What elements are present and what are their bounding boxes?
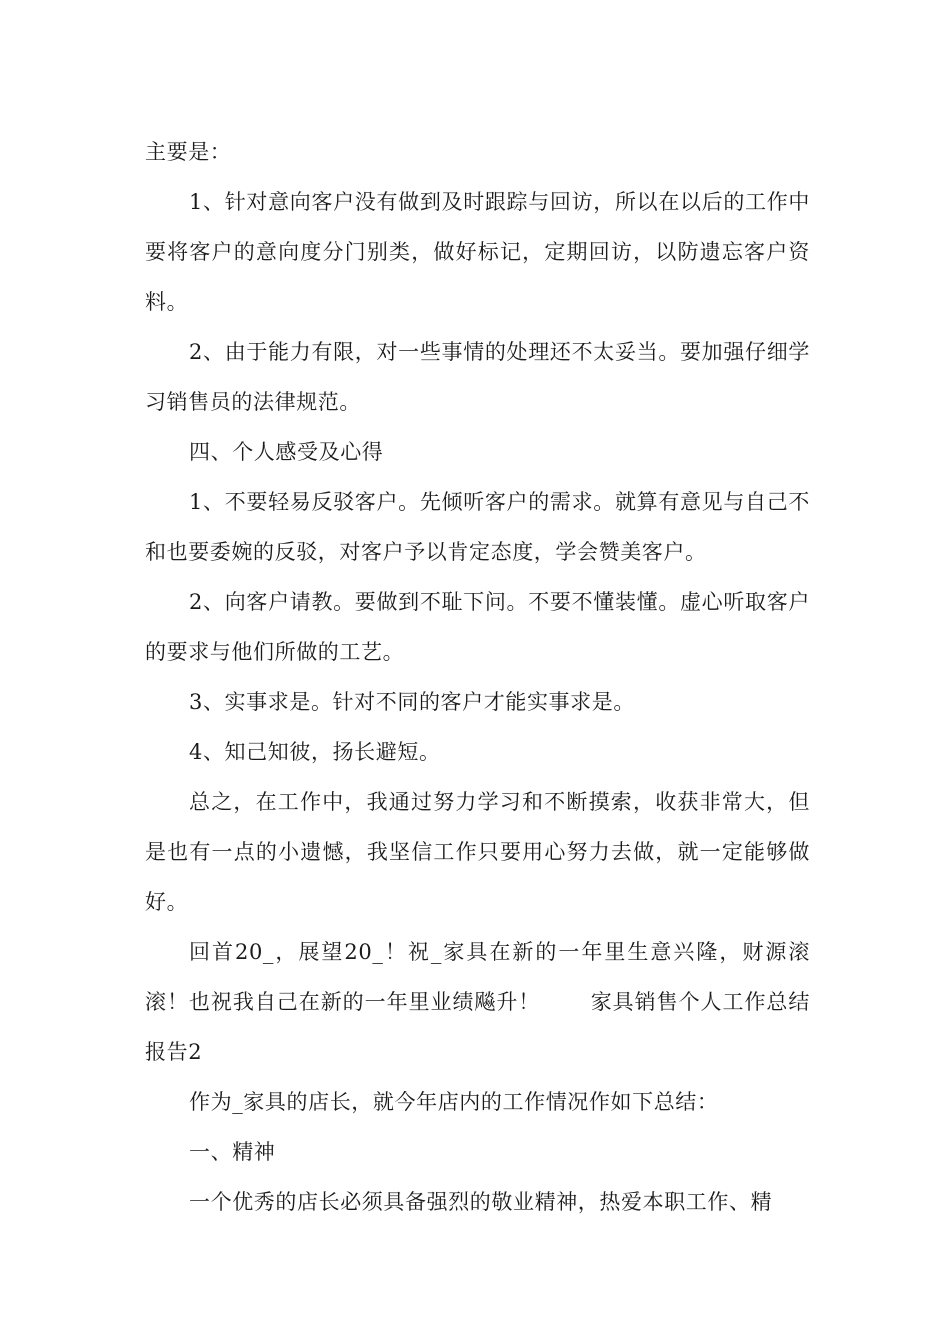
closing-text: 回首20_，展望20_！祝_家具在新的一年里生意兴隆，财源滚滚！也祝我自己在新的一年里业绩飚升！ — [145, 940, 810, 1014]
document-body — [145, 127, 810, 1227]
paragraph-feeling-4: 4、知己知彼，扬长避短。 — [189, 740, 441, 764]
paragraph-conclusion: 总之，在工作中，我通过努力学习和不断摸索，收获非常大，但是也有一点的小遗憾，我坚信工作只要用心努力去做，就一定能够做好。 — [145, 790, 810, 914]
paragraph-item-2: 2、由于能力有限，对一些事情的处理还不太妥当。要加强仔细学习销售员的法律规范。 — [145, 340, 810, 414]
paragraph-closing — [145, 927, 810, 1077]
paragraph-feeling-2: 2、向客户请教。要做到不耻下问。不要不懂装懂。虚心听取客户的要求与他们所做的工艺。 — [145, 590, 810, 664]
paragraph-feeling-1: 1、不要轻易反驳客户。先倾听客户的需求。就算有意见与自己不和也要委婉的反驳，对客户予以肯定态度，学会赞美客户。 — [145, 490, 810, 564]
paragraph-store-manager: 作为_家具的店长，就今年店内的工作情况作如下总结： — [189, 1090, 719, 1114]
paragraph-feeling-3: 3、实事求是。针对不同的客户才能实事求是。 — [189, 690, 635, 714]
paragraph-intro: 主要是： — [145, 140, 232, 164]
paragraph-item-1: 1、针对意向客户没有做到及时跟踪与回访，所以在以后的工作中要将客户的意向度分门别类，做好标记，定期回访，以防遗忘客户资料。 — [145, 190, 810, 314]
report-heading: 家具销售个人工作总结报告2 — [145, 990, 810, 1064]
paragraph-spirit: 一个优秀的店长必须具备强烈的敬业精神，热爱本职工作、精 — [189, 1190, 773, 1214]
section-heading-feelings: 四、个人感受及心得 — [189, 440, 384, 464]
section-heading-spirit: 一、精神 — [189, 1140, 276, 1164]
